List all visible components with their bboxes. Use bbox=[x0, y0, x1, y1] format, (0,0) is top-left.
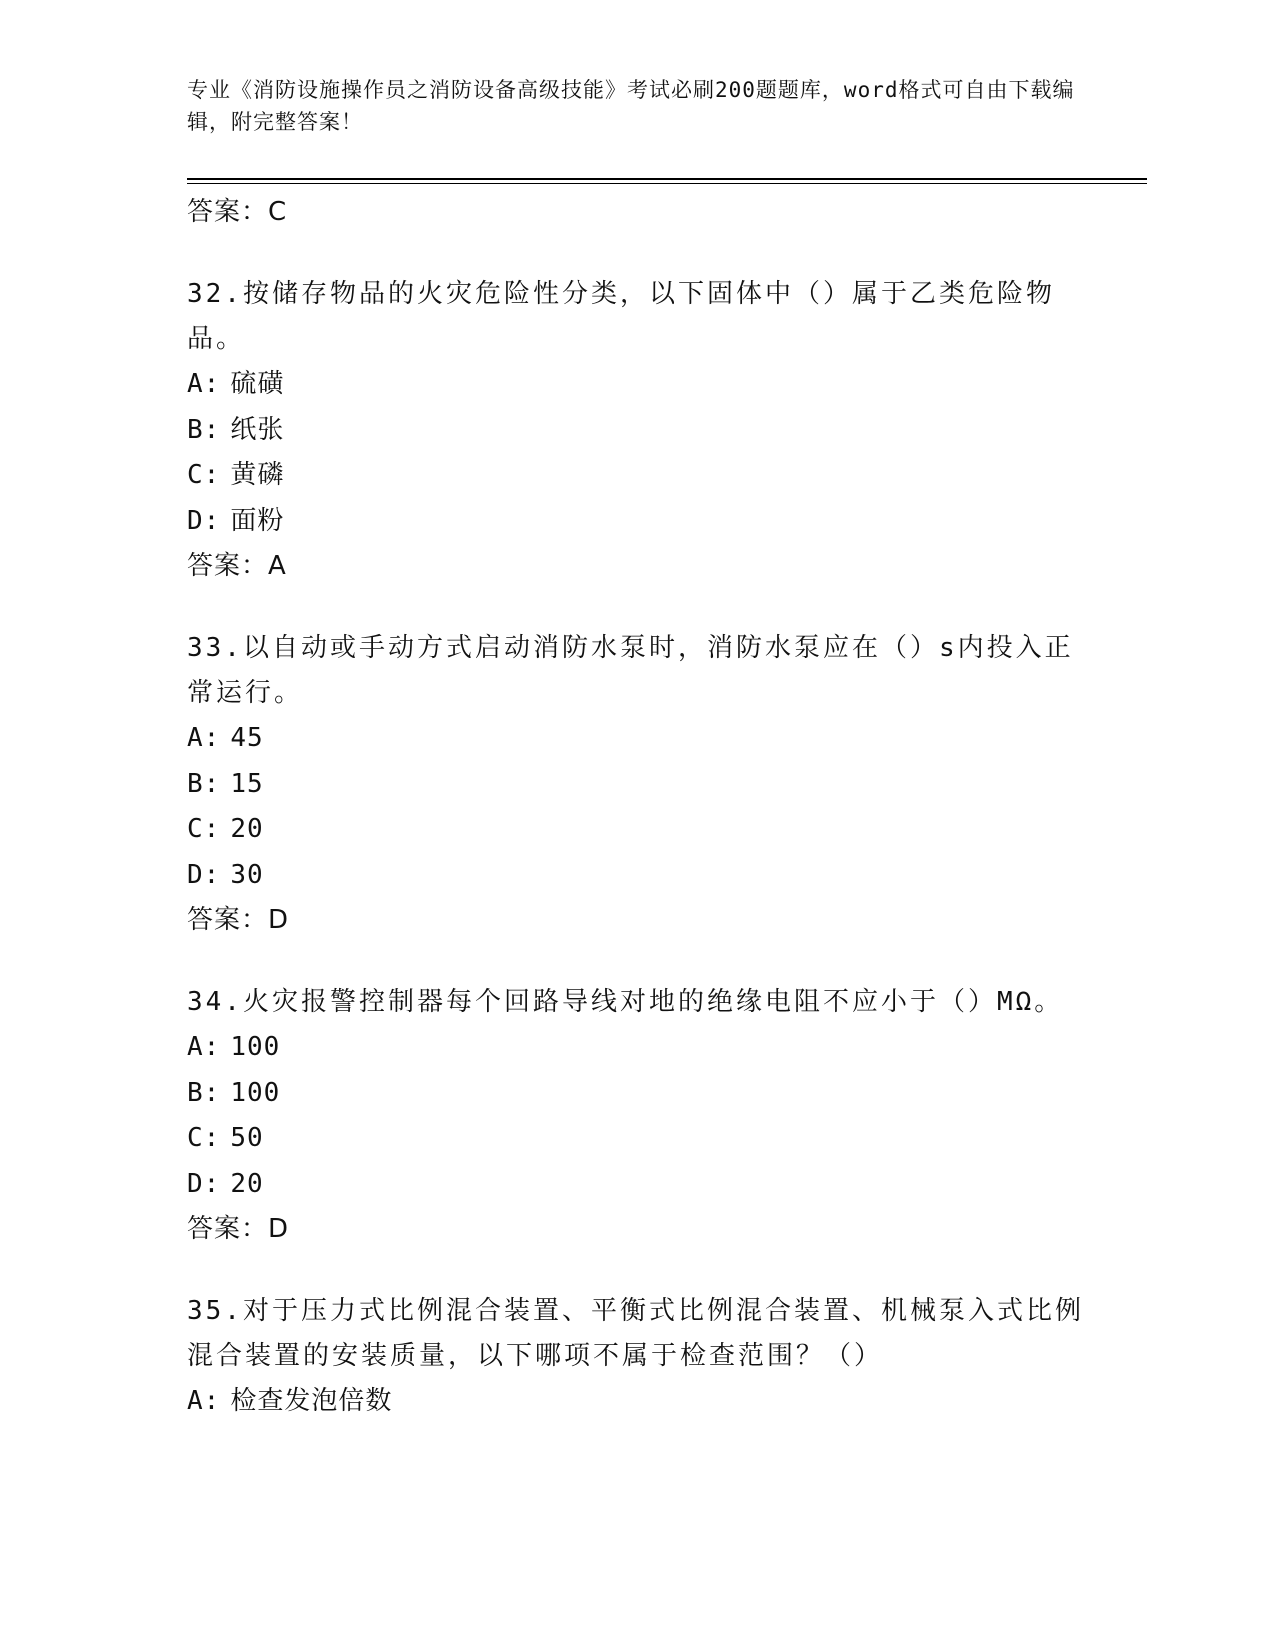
option-text: 30 bbox=[230, 859, 264, 890]
option-text: 纸张 bbox=[230, 414, 285, 445]
question-stem: 34.火灾报警控制器每个回路导线对地的绝缘电阻不应小于（）MΩ。 bbox=[187, 987, 1064, 1017]
option-label: D: bbox=[187, 859, 221, 890]
document-header: 专业《消防设施操作员之消防设备高级技能》考试必刷200题题库，word格式可自由下载编辑，附完整答案！ bbox=[187, 78, 1075, 134]
option-label: C: bbox=[187, 1123, 221, 1153]
option-label: D: bbox=[187, 1168, 221, 1199]
option-a bbox=[187, 716, 1087, 762]
option-label: B: bbox=[187, 1077, 221, 1108]
option-label: B: bbox=[187, 414, 221, 445]
option-text: 硫磺 bbox=[230, 369, 285, 399]
option-label: A: bbox=[187, 723, 221, 753]
option-c bbox=[187, 807, 1087, 853]
previous-answer: 答案：C bbox=[187, 197, 288, 227]
option-a bbox=[187, 1379, 1087, 1425]
question-34 bbox=[187, 980, 1087, 1251]
option-d bbox=[187, 499, 1087, 545]
option-b bbox=[187, 762, 1087, 808]
option-label: D: bbox=[187, 505, 221, 536]
question-stem: 33.以自动或手动方式启动消防水泵时，消防水泵应在（）s内投入正常运行。 bbox=[187, 633, 1074, 708]
option-b bbox=[187, 408, 1087, 454]
option-b bbox=[187, 1071, 1087, 1117]
option-label: B: bbox=[187, 768, 221, 799]
question-33 bbox=[187, 626, 1087, 942]
question-answer: 答案：A bbox=[187, 551, 287, 581]
option-text: 20 bbox=[230, 814, 264, 844]
question-35 bbox=[187, 1289, 1087, 1425]
option-d bbox=[187, 853, 1087, 899]
option-a bbox=[187, 362, 1087, 408]
option-label: A: bbox=[187, 1032, 221, 1062]
option-c bbox=[187, 453, 1087, 499]
option-label: A: bbox=[187, 1386, 221, 1416]
option-text: 检查发泡倍数 bbox=[230, 1386, 393, 1416]
option-a bbox=[187, 1025, 1087, 1071]
option-label: A: bbox=[187, 369, 221, 399]
option-text: 黄磷 bbox=[230, 460, 285, 490]
question-answer: 答案：D bbox=[187, 1214, 290, 1244]
option-d bbox=[187, 1162, 1087, 1208]
question-stem: 35.对于压力式比例混合装置、平衡式比例混合装置、机械泵入式比例混合装置的安装质量，以下哪项不属于检查范围？（） bbox=[187, 1296, 1084, 1371]
option-text: 50 bbox=[230, 1123, 264, 1153]
document-body bbox=[187, 190, 1087, 1425]
question-32 bbox=[187, 272, 1087, 588]
option-text: 100 bbox=[230, 1032, 281, 1062]
option-label: C: bbox=[187, 460, 221, 490]
option-text: 45 bbox=[230, 723, 264, 753]
option-text: 15 bbox=[230, 768, 264, 799]
option-text: 面粉 bbox=[230, 505, 285, 536]
question-answer: 答案：D bbox=[187, 905, 290, 935]
option-text: 20 bbox=[230, 1168, 264, 1199]
header-rule-thin bbox=[187, 183, 1147, 184]
question-stem: 32.按储存物品的火灾危险性分类，以下固体中（）属于乙类危险物品。 bbox=[187, 279, 1055, 354]
option-c bbox=[187, 1116, 1087, 1162]
header-rule-thick bbox=[187, 178, 1147, 180]
option-text: 100 bbox=[230, 1077, 281, 1108]
option-label: C: bbox=[187, 814, 221, 844]
